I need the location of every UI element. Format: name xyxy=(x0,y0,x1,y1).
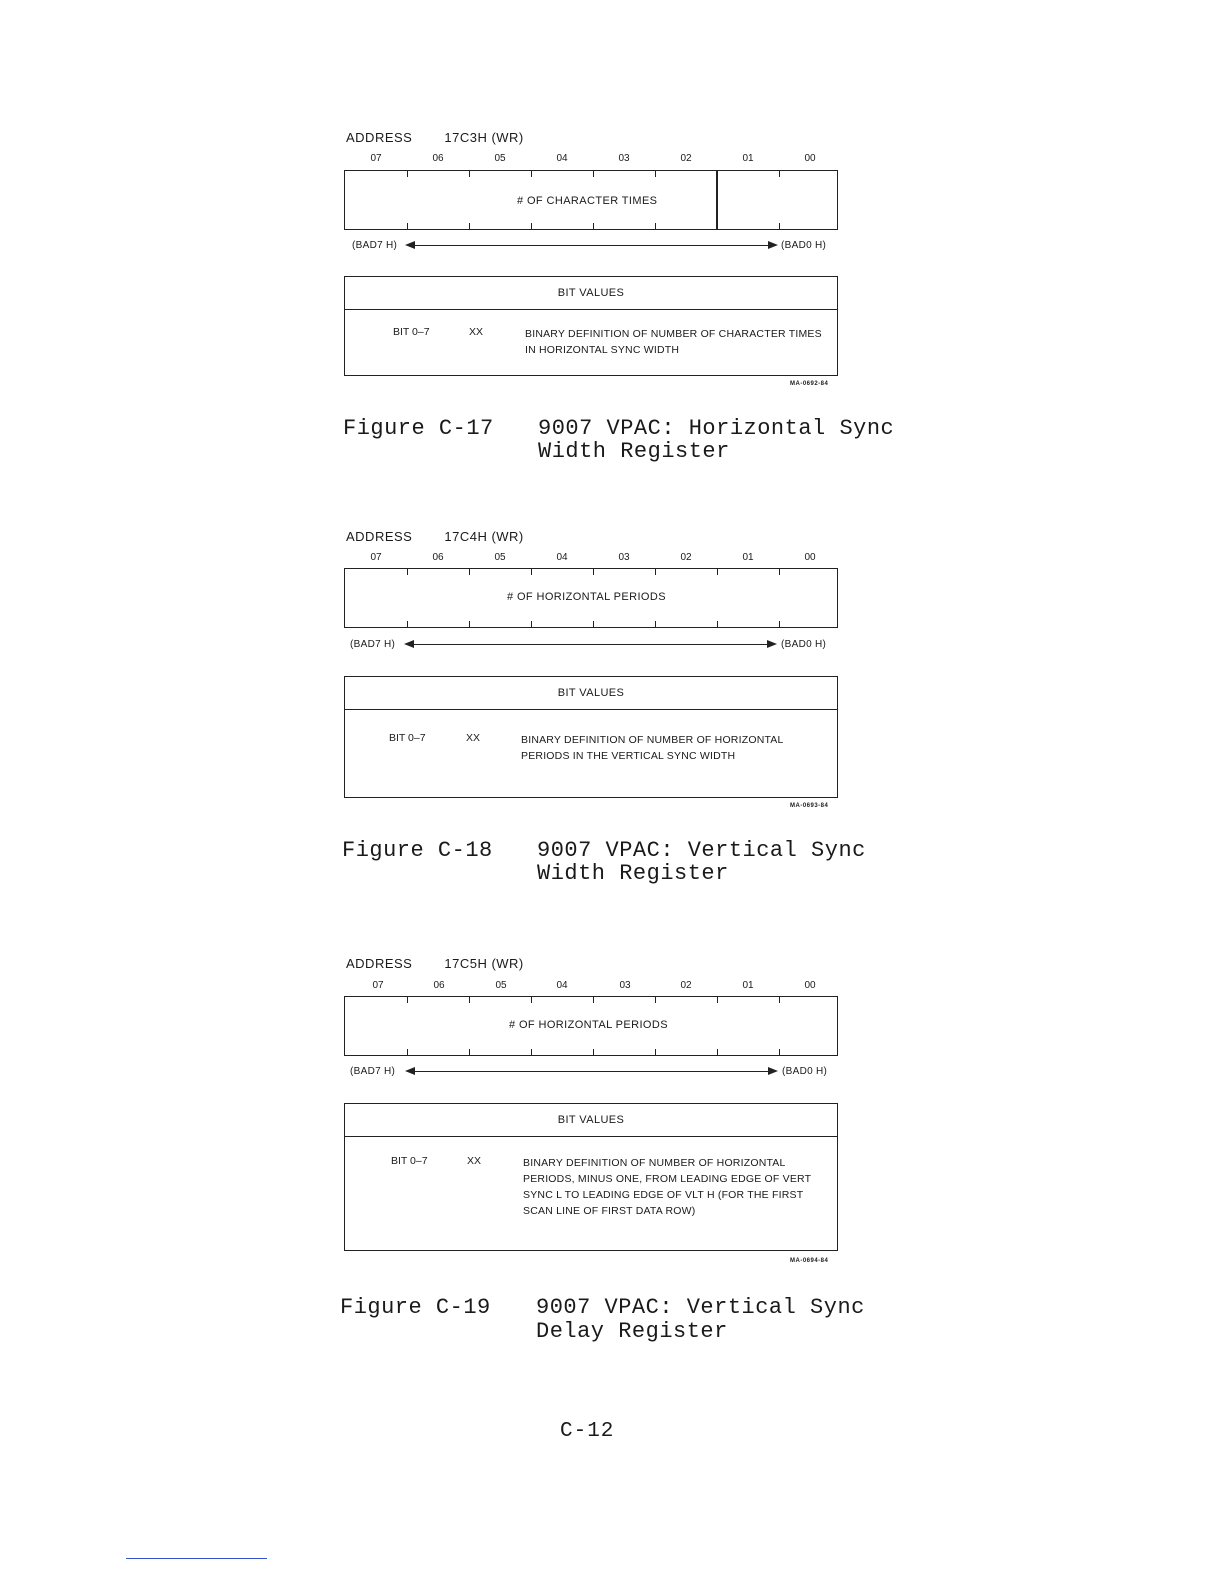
caption-title-line-1: 9007 VPAC: Vertical Sync xyxy=(536,1295,865,1320)
bit-description: BINARY DEFINITION OF NUMBER OF HORIZONTAL PERIODS IN THE VERTICAL SYNC WIDTH xyxy=(521,734,784,762)
arrow-line xyxy=(414,1071,768,1072)
bad-msb-label: (BAD7 H) xyxy=(352,240,398,251)
caption-title-line-1: 9007 VPAC: Vertical Sync xyxy=(537,838,866,863)
bit-description: BINARY DEFINITION OF NUMBER OF CHARACTER TIMES IN HORIZONTAL SYNC WIDTH xyxy=(525,328,822,356)
bad-lsb-label: (BAD0 H) xyxy=(782,1066,828,1077)
bit-number: 07 xyxy=(372,980,384,991)
caption-title-line-2: Delay Register xyxy=(536,1319,728,1344)
address-line xyxy=(346,529,524,544)
bit-range: BIT 0–7 xyxy=(389,732,426,744)
caption-title-line-2: Width Register xyxy=(538,439,730,464)
bit-number: 04 xyxy=(556,980,568,991)
bit-number: 03 xyxy=(618,153,630,164)
arrow-line xyxy=(413,644,767,645)
register-box xyxy=(344,170,838,230)
field-label: # OF CHARACTER TIMES xyxy=(517,195,658,207)
bit-number: 07 xyxy=(370,552,382,563)
address-value: 17C3H (WR) xyxy=(444,130,524,145)
ma-code: MA-0693-84 xyxy=(790,803,829,809)
bit-number: 04 xyxy=(556,552,568,563)
arrow-right-icon xyxy=(768,1067,778,1075)
bit-number: 02 xyxy=(680,980,692,991)
register-box xyxy=(344,996,838,1056)
address-value: 17C5H (WR) xyxy=(444,956,524,971)
ma-code: MA-0694-84 xyxy=(790,1258,829,1264)
bad-lsb-label: (BAD0 H) xyxy=(781,240,827,251)
page-number: C-12 xyxy=(560,1420,615,1443)
arrow-line xyxy=(414,245,768,246)
address-value: 17C4H (WR) xyxy=(444,529,524,544)
footnote-rule xyxy=(126,1558,267,1559)
caption-number: Figure C-19 xyxy=(340,1295,491,1320)
bit-value: XX xyxy=(469,326,484,338)
register-box xyxy=(344,568,838,628)
bit-values-header: BIT VALUES xyxy=(345,1104,837,1137)
address-line xyxy=(346,130,524,145)
bit-number: 05 xyxy=(495,980,507,991)
bit-number: 02 xyxy=(680,153,692,164)
address-label: ADDRESS xyxy=(346,956,413,971)
bit-number: 00 xyxy=(804,552,816,563)
ma-code: MA-0692-84 xyxy=(790,381,829,387)
bit-values-table xyxy=(344,1103,838,1251)
bit-number: 07 xyxy=(370,153,382,164)
caption-title-line-1: 9007 VPAC: Horizontal Sync xyxy=(538,416,895,441)
bad-msb-label: (BAD7 H) xyxy=(350,1066,396,1077)
bit-number: 04 xyxy=(556,153,568,164)
bit-number: 03 xyxy=(618,552,630,563)
bit-values-table xyxy=(344,676,838,798)
caption-title-line-2: Width Register xyxy=(537,861,729,886)
bit-range: BIT 0–7 xyxy=(393,326,430,338)
bit-number: 01 xyxy=(742,153,754,164)
bit-number: 00 xyxy=(804,980,816,991)
field-divider xyxy=(716,171,718,229)
bad-msb-label: (BAD7 H) xyxy=(350,639,396,650)
bit-range: BIT 0–7 xyxy=(391,1155,428,1167)
bit-number: 06 xyxy=(432,153,444,164)
bit-number: 01 xyxy=(742,552,754,563)
address-label: ADDRESS xyxy=(346,529,413,544)
bit-number: 06 xyxy=(433,980,445,991)
bit-values-header: BIT VALUES xyxy=(345,677,837,710)
bit-values-header: BIT VALUES xyxy=(345,277,837,310)
bit-number: 01 xyxy=(742,980,754,991)
address-line xyxy=(346,956,524,971)
address-label: ADDRESS xyxy=(346,130,413,145)
bit-number: 00 xyxy=(804,153,816,164)
field-label: # OF HORIZONTAL PERIODS xyxy=(509,1019,668,1031)
bit-value: XX xyxy=(467,1155,482,1167)
bit-description: BINARY DEFINITION OF NUMBER OF HORIZONTAL PERIODS, MINUS ONE, FROM LEADING EDGE OF VERT SYNC L TO LEADING EDGE OF VLT H (FOR THE FIRST SCAN LINE OF FIRST DATA ROW) xyxy=(523,1157,812,1217)
arrow-right-icon xyxy=(768,241,778,249)
bit-number: 05 xyxy=(494,153,506,164)
arrow-right-icon xyxy=(767,640,777,648)
bit-value: XX xyxy=(466,732,481,744)
caption-number: Figure C-17 xyxy=(343,416,494,441)
bit-number: 06 xyxy=(432,552,444,563)
bit-number: 05 xyxy=(494,552,506,563)
field-label: # OF HORIZONTAL PERIODS xyxy=(507,591,666,603)
bit-number: 02 xyxy=(680,552,692,563)
bit-number: 03 xyxy=(619,980,631,991)
bad-lsb-label: (BAD0 H) xyxy=(781,639,827,650)
bit-values-table xyxy=(344,276,838,376)
caption-number: Figure C-18 xyxy=(342,838,493,863)
